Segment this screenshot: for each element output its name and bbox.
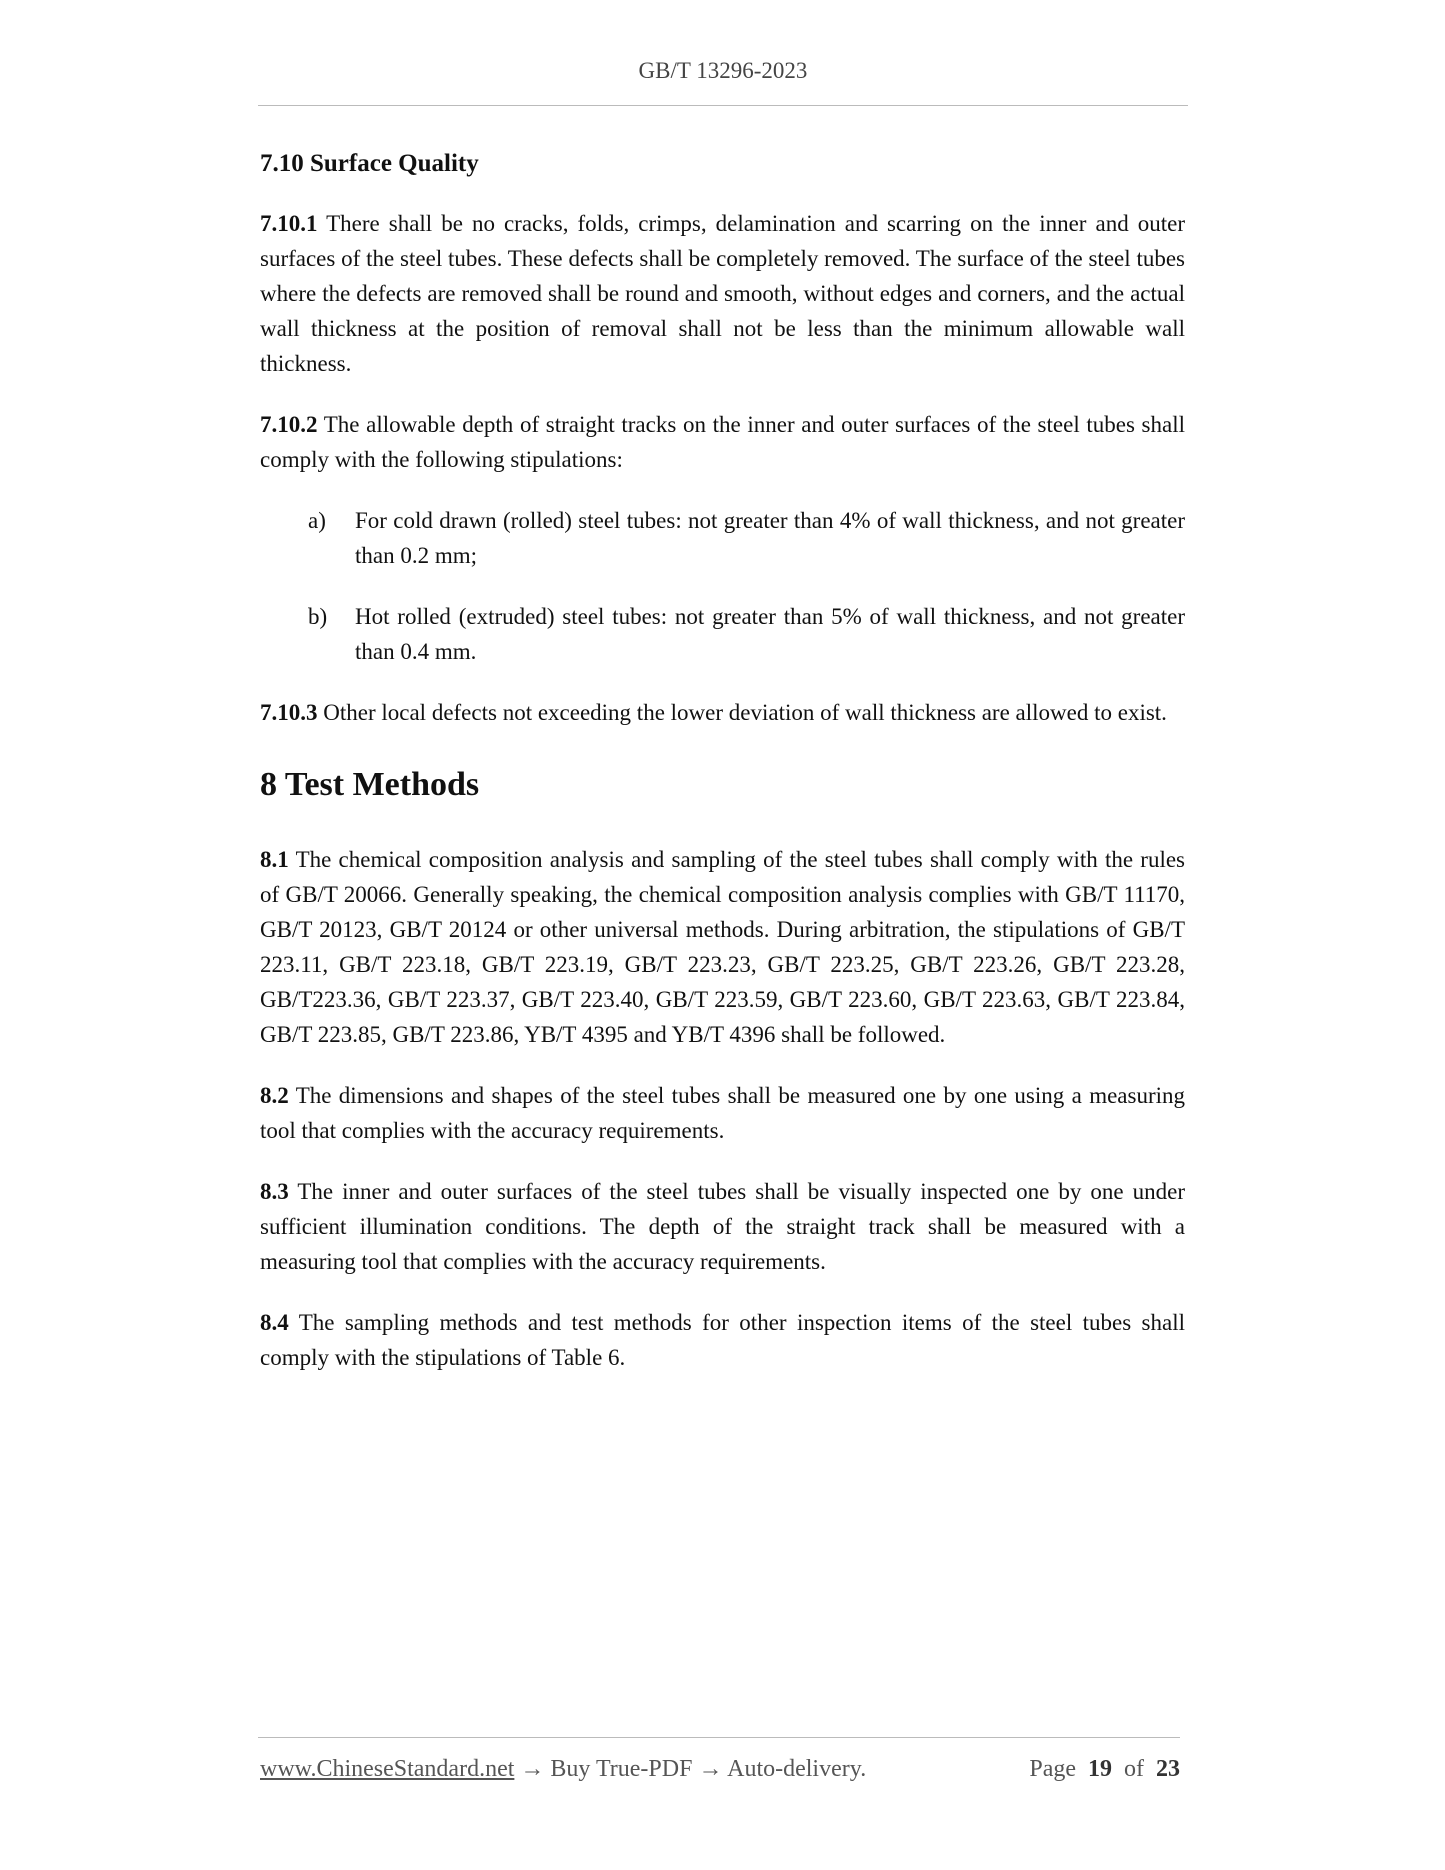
footer-divider — [258, 1737, 1180, 1738]
clause-text: The dimensions and shapes of the steel tubes shall be measured one by one using a measuring tool that complies with the accuracy requirements. — [260, 1083, 1185, 1143]
clause-number: 7.10.2 — [260, 412, 318, 437]
clause-8-1 — [260, 842, 1185, 1052]
clause-7-10-3 — [260, 695, 1185, 730]
list-item-a — [260, 503, 1185, 573]
document-body — [260, 146, 1185, 1401]
page-label: Page — [1029, 1756, 1076, 1782]
footer-promo — [260, 1756, 866, 1783]
clause-8-2 — [260, 1078, 1185, 1148]
clause-number: 8.1 — [260, 847, 289, 872]
list-marker: b) — [308, 604, 328, 629]
website-link[interactable]: www.ChineseStandard.net — [260, 1756, 515, 1782]
clause-number: 7.10.3 — [260, 700, 318, 725]
list-item-b — [260, 599, 1185, 669]
clause-text: There shall be no cracks, folds, crimps, delamination and scarring on the inner and outer surfaces of the steel tubes. These defects shall be completely removed. The surface of the steel tubes where the defects are removed shall be round and smooth, without edges and corners, and the actual wall thickness at the position of removal shall not be less than the minimum allowable wall thickness. — [260, 211, 1185, 376]
list-item-text: Hot rolled (extruded) steel tubes: not greater than 5% of wall thickness, and not greater than 0.4 mm. — [355, 604, 1185, 664]
page-number — [1029, 1756, 1180, 1783]
page-current: 19 — [1088, 1756, 1112, 1782]
clause-number: 8.2 — [260, 1083, 289, 1108]
section-heading-8: 8 Test Methods — [260, 766, 480, 803]
clause-number: 8.4 — [260, 1310, 289, 1335]
clause-text: The inner and outer surfaces of the steel tubes shall be visually inspected one by one under sufficient illumination conditions. The depth of the straight track shall be measured with a measuring tool that complies with the accuracy requirements. — [260, 1179, 1185, 1274]
clause-text: The sampling methods and test methods for other inspection items of the steel tubes shall comply with the stipulations of Table 6. — [260, 1310, 1185, 1370]
clause-text: The chemical composition analysis and sampling of the steel tubes shall comply with the rules of GB/T 20066. Generally speaking, the chemical composition analysis complies with GB/T 11170, GB/T 20123, GB/T 20124 or other universal methods. During arbitration, the stipulations of GB/T 223.11, GB/T 223.18, GB/T 223.19, GB/T 223.23, GB/T 223.25, GB/T 223.26, GB/T 223.28, GB/T223.36, GB/T 223.37, GB/T 223.40, GB/T 223.59, GB/T 223.60, GB/T 223.63, GB/T 223.84, GB/T 223.85, GB/T 223.86, YB/T 4395 and YB/T 4396 shall be followed. — [260, 847, 1185, 1047]
clause-7-10-2 — [260, 407, 1185, 477]
list-item-text: For cold drawn (rolled) steel tubes: not greater than 4% of wall thickness, and not greater than 0.2 mm; — [355, 508, 1185, 568]
clause-7-10-1 — [260, 206, 1185, 381]
page-header-doc-id: GB/T 13296-2023 — [638, 58, 808, 83]
section-heading-7-10: 7.10 Surface Quality — [260, 150, 479, 177]
page-footer — [260, 1756, 1180, 1786]
list-marker: a) — [308, 508, 326, 533]
clause-text: The allowable depth of straight tracks on the inner and outer surfaces of the steel tubes shall comply with the following stipulations: — [260, 412, 1185, 472]
clause-number: 8.3 — [260, 1179, 289, 1204]
page-total: 23 — [1156, 1756, 1180, 1782]
clause-8-4 — [260, 1305, 1185, 1375]
clause-8-3 — [260, 1174, 1185, 1279]
of-label: of — [1124, 1756, 1144, 1782]
footer-promo-text: → Buy True-PDF → Auto-delivery. — [514, 1756, 867, 1782]
clause-text: Other local defects not exceeding the lower deviation of wall thickness are allowed to exist. — [317, 700, 1167, 725]
clause-number: 7.10.1 — [260, 211, 318, 236]
header-divider — [258, 105, 1188, 106]
